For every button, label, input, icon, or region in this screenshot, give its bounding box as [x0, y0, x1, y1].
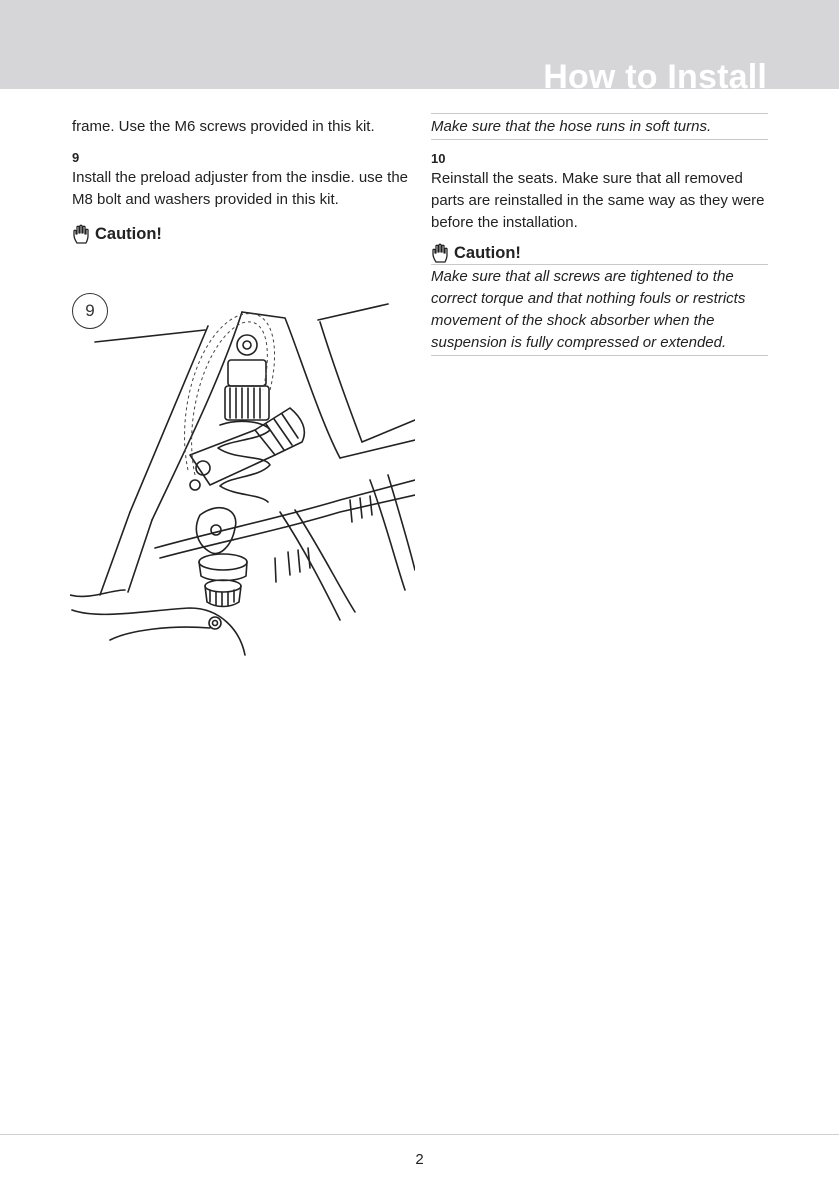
divider — [431, 264, 768, 265]
caution-label-left: Caution! — [95, 225, 162, 243]
page-number: 2 — [415, 1151, 424, 1168]
hand-caution-icon — [72, 224, 92, 245]
step-10-number: 10 — [431, 151, 446, 166]
step-10-text: Reinstall the seats. Make sure that all removed parts are reinstalled in the same way as they were before the installation. — [431, 170, 765, 231]
hand-caution-icon — [431, 243, 451, 264]
hose-note: Make sure that the hose runs in soft turns. — [431, 118, 712, 135]
divider — [431, 139, 768, 140]
left-column — [72, 116, 412, 245]
step-9-number: 9 — [72, 150, 80, 165]
caution-label-right: Caution! — [454, 244, 521, 262]
intro-text: frame. Use the M6 screws provided in this kit. — [72, 118, 375, 135]
footer-divider — [0, 1134, 839, 1135]
figure-number-badge: 9 — [72, 293, 108, 329]
divider — [431, 113, 768, 114]
caution-heading-right — [431, 243, 768, 264]
right-column — [431, 113, 768, 356]
divider — [431, 355, 768, 356]
shock-absorber-illustration — [70, 290, 415, 665]
frame-drawing — [70, 290, 415, 665]
step-9-text: Install the preload adjuster from the insdie. use the M8 bolt and washers provided in this kit. — [72, 169, 409, 208]
caution-heading-left — [72, 224, 412, 245]
header-band — [0, 0, 839, 89]
page-title: How to Install — [543, 58, 767, 89]
caution-text: Make sure that all screws are tightened to the correct torque and that nothing fouls or restricts movement of the shock absorber when the suspension is fully compressed or extended. — [431, 268, 746, 351]
